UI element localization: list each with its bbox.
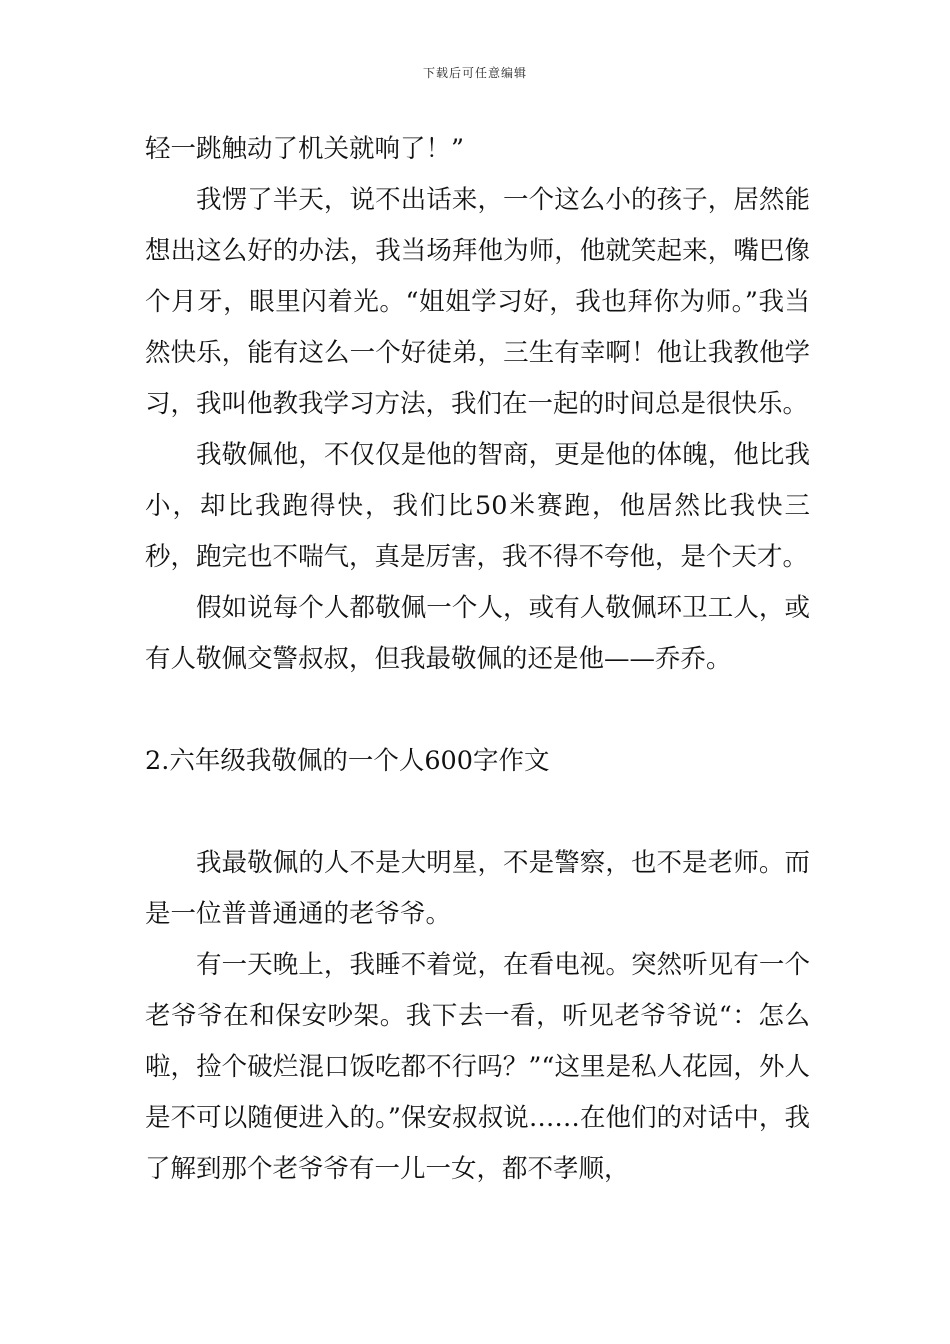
page-header: 下载后可任意编辑 bbox=[422, 66, 527, 80]
paragraph-continuation: 轻一跳触动了机关就响了！” bbox=[145, 134, 465, 164]
section-heading: 2.六年级我敬佩的一个人600字作文 bbox=[145, 746, 550, 776]
paragraph: 我敬佩他，不仅仅是他的智商，更是他的体魄，他比我小，却比我跑得快，我们比50米赛跑，他居然比我快三秒，跑完也不喘气，真是厉害，我不得不夸他，是个天才。 bbox=[145, 440, 810, 572]
paragraph: 有一天晚上，我睡不着觉，在看电视。突然听见有一个老爷爷在和保安吵架。我下去一看，听见老爷爷说“：怎么啦，捡个破烂混口饭吃都不行吗？”“这里是私人花园，外人是不可以随便进入的。”保安叔叔说……在他们的对话中，我了解到那个老爷爷有一儿一女，都不孝顺， bbox=[145, 950, 810, 1184]
paragraph: 我最敬佩的人不是大明星，不是警察，也不是老师。而是一位普普通通的老爷爷。 bbox=[145, 848, 810, 929]
paragraph: 我愣了半天，说不出话来，一个这么小的孩子，居然能想出这么好的办法，我当场拜他为师，他就笑起来，嘴巴像个月牙，眼里闪着光。“姐姐学习好，我也拜你为师。”我当然快乐，能有这么一个好徒弟，三生有幸啊！他让我教他学习，我叫他教我学习方法，我们在一起的时间总是很快乐。 bbox=[145, 185, 810, 419]
document-body bbox=[145, 124, 810, 1195]
paragraph: 假如说每个人都敬佩一个人，或有人敬佩环卫工人，或有人敬佩交警叔叔，但我最敬佩的还是他——乔乔。 bbox=[145, 593, 810, 674]
